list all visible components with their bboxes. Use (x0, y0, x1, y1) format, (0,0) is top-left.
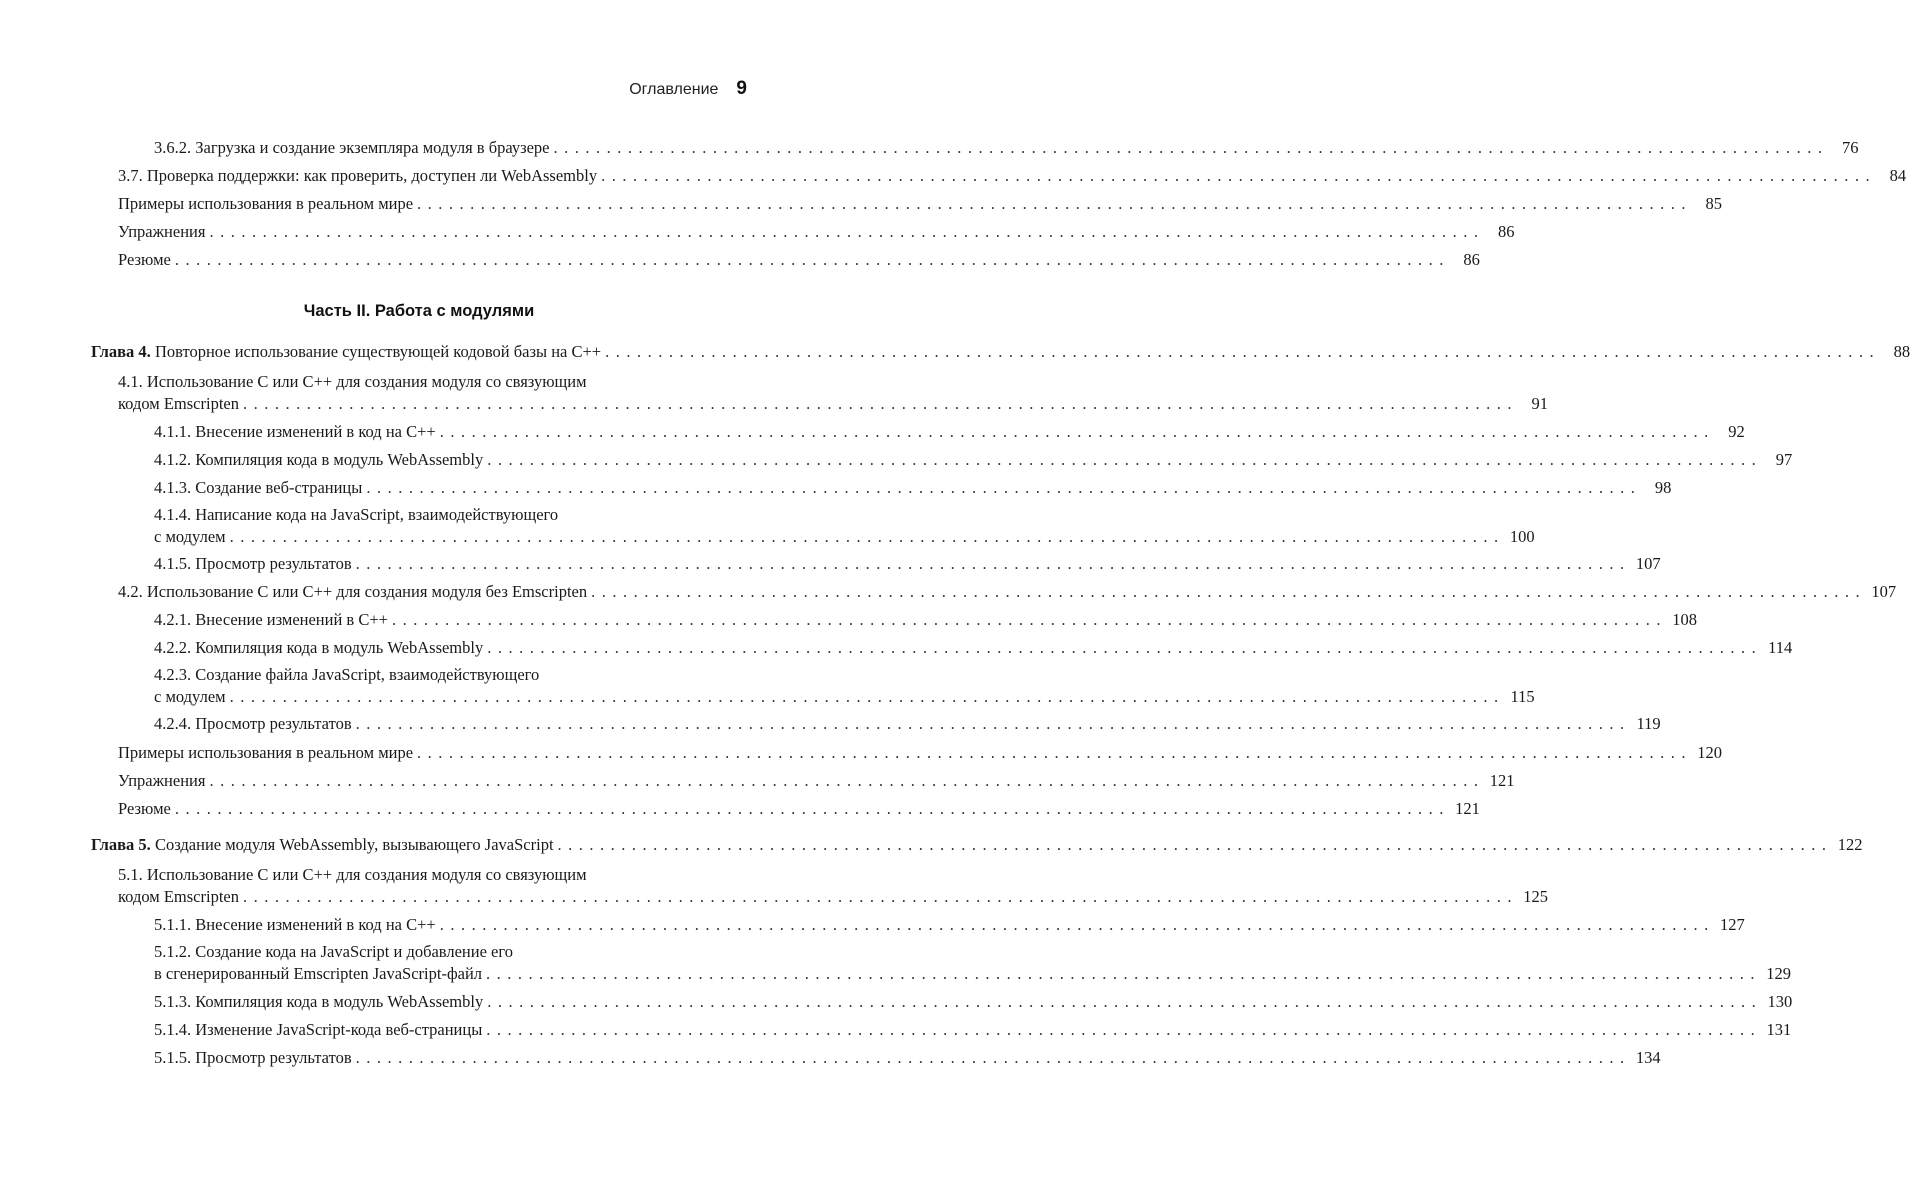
dot-leader: ........................................................................................................................ (439, 915, 1715, 934)
toc-entry: Примеры использования в реальном мире ........................................................................................................................ 85 (118, 194, 1723, 213)
dot-leader: ........................................................................................................................ (209, 222, 1485, 241)
dot-leader: ........................................................................................................................ (209, 771, 1485, 790)
dot-leader: ........................................................................................................................ (439, 422, 1715, 441)
toc-entry: 3.6.2. Загрузка и создание экземпляра модуля в браузере ........................................................................................................................ 76 (154, 138, 1859, 157)
toc-entry: 4.1.5. Просмотр результатов ........................................................................................................................ 107 (154, 554, 1661, 573)
toc-page-number: 121 (1489, 771, 1515, 790)
dot-leader: ........................................................................................................................ (486, 964, 1762, 983)
toc-entry: Упражнения ........................................................................................................................ 86 (118, 222, 1515, 241)
dot-leader: ........................................................................................................................ (417, 743, 1693, 762)
toc-page-number: 85 (1705, 194, 1723, 213)
dot-leader: ........................................................................................................................ (229, 687, 1505, 706)
dot-leader: ........................................................................................................................ (605, 342, 1881, 361)
dot-leader: ........................................................................................................................ (591, 582, 1867, 601)
dot-leader: ........................................................................................................................ (366, 478, 1642, 497)
dot-leader: ........................................................................................................................ (174, 799, 1450, 818)
toc-page-number: 84 (1889, 166, 1907, 185)
dot-leader: ........................................................................................................................ (355, 714, 1631, 733)
dot-leader: ........................................................................................................................ (601, 166, 1877, 185)
dot-leader: ........................................................................................................................ (243, 394, 1518, 413)
toc-entry: 3.7. Проверка поддержки: как проверить, доступен ли WebAssembly ........................................................................................................................ 84 (118, 166, 1907, 185)
dot-leader: ........................................................................................................................ (174, 250, 1450, 269)
toc-page-number: 108 (1672, 610, 1697, 629)
dot-leader: ........................................................................................................................ (553, 138, 1829, 157)
dot-leader: ........................................................................................................................ (487, 992, 1763, 1011)
toc-entry: 5.1.3. Компиляция кода в модуль WebAssembly ........................................................................................................................ 130 (154, 992, 1793, 1011)
toc-entry: 4.2.1. Внесение изменений в C++ ........................................................................................................................ 108 (154, 610, 1697, 629)
toc-page-number: 98 (1654, 478, 1672, 497)
toc-page-number: 115 (1510, 687, 1535, 706)
dot-leader: ........................................................................................................................ (355, 554, 1631, 573)
toc-entry-first-line: 4.1.4. Написание кода на JavaScript, взаимодействующего (154, 505, 559, 524)
toc-page-number: 121 (1455, 799, 1480, 818)
dot-leader: ........................................................................................................................ (355, 1048, 1631, 1067)
toc-page-number: 114 (1768, 638, 1793, 657)
toc-entry: Упражнения ........................................................................................................................ 121 (118, 771, 1515, 790)
toc-entry-first-line: 5.1. Использование C или C++ для создания модуля со связующим (118, 865, 587, 884)
page-number: 9 (736, 78, 747, 99)
toc-entry: 4.1.2. Компиляция кода в модуль WebAssembly ........................................................................................................................ 97 (154, 450, 1793, 469)
toc-entry-first-line: 5.1.2. Создание кода на JavaScript и добавление его (154, 942, 513, 961)
toc-chapter-entry: Глава 4. Повторное использование существующей кодовой базы на C++ ........................................................................................................................ 88 (91, 342, 1910, 361)
toc-page-number: 88 (1893, 342, 1910, 361)
toc-page-number: 120 (1697, 743, 1723, 762)
toc-entry: Примеры использования в реальном мире ........................................................................................................................ 120 (118, 743, 1723, 762)
toc-entry: 4.1.1. Внесение изменений в код на C++ ........................................................................................................................ 92 (154, 422, 1745, 441)
toc-page-number: 107 (1635, 554, 1661, 573)
toc-entry: кодом Emscripten ........................................................................................................................ 125 (118, 887, 1548, 906)
toc-page-number: 125 (1523, 887, 1548, 906)
toc-entry: в сгенерированный Emscripten JavaScript-файл ........................................................................................................................ 129 (154, 964, 1792, 983)
toc-entry: 4.2.2. Компиляция кода в модуль WebAssembly ........................................................................................................................ 114 (154, 638, 1793, 657)
toc-page-number: 91 (1531, 394, 1548, 413)
toc-entry: кодом Emscripten ........................................................................................................................ 91 (118, 394, 1548, 413)
running-head (629, 78, 747, 100)
toc-page-number: 86 (1497, 222, 1515, 241)
toc-chapter-entry: Глава 5. Создание модуля WebAssembly, вызывающего JavaScript ........................................................................................................................ 122 (91, 835, 1863, 854)
dot-leader: ........................................................................................................................ (243, 887, 1518, 906)
toc-entry: 4.2. Использование C или C++ для создания модуля без Emscripten ........................................................................................................................ 107 (118, 582, 1897, 601)
toc-page-number: 76 (1842, 138, 1859, 157)
chapter-label: Глава 4. (91, 342, 151, 361)
toc-page-number: 119 (1636, 714, 1661, 733)
toc-entry: 5.1.5. Просмотр результатов ........................................................................................................................ 134 (154, 1048, 1661, 1067)
toc-entry: 4.1.3. Создание веб-страницы ........................................................................................................................ 98 (154, 478, 1672, 497)
toc-entry: Резюме ........................................................................................................................ 86 (118, 250, 1480, 269)
toc-entry: 5.1.1. Внесение изменений в код на C++ ........................................................................................................................ 127 (154, 915, 1745, 934)
toc-page-number: 122 (1837, 835, 1863, 854)
running-head-title: Оглавление (629, 81, 719, 98)
toc-entry: 5.1.4. Изменение JavaScript-кода веб-страницы ........................................................................................................................ 131 (154, 1020, 1792, 1039)
dot-leader: ........................................................................................................................ (417, 194, 1693, 213)
toc-page-number: 107 (1871, 582, 1897, 601)
toc-page-number: 92 (1728, 422, 1745, 441)
toc-page-number: 97 (1775, 450, 1793, 469)
toc-entry-first-line: 4.1. Использование C или C++ для создания модуля со связующим (118, 372, 587, 391)
dot-leader: ........................................................................................................................ (557, 835, 1833, 854)
toc-page-number: 100 (1509, 527, 1535, 546)
toc-page-number: 134 (1635, 1048, 1661, 1067)
dot-leader: ........................................................................................................................ (487, 450, 1763, 469)
toc-entry-first-line: 4.2.3. Создание файла JavaScript, взаимодействующего (154, 665, 540, 684)
chapter-label: Глава 5. (91, 835, 151, 854)
part-title: Часть II. Работа с модулями (303, 302, 535, 320)
toc-entry: с модулем ........................................................................................................................ 115 (154, 687, 1535, 706)
dot-leader: ........................................................................................................................ (487, 638, 1763, 657)
toc-page-number: 129 (1766, 964, 1792, 983)
toc-entry: Резюме ........................................................................................................................ 121 (118, 799, 1480, 818)
toc-page-number: 130 (1767, 992, 1793, 1011)
toc-page-number: 127 (1719, 915, 1745, 934)
dot-leader: ........................................................................................................................ (229, 527, 1505, 546)
toc-entry: с модулем ........................................................................................................................ 100 (154, 527, 1535, 546)
dot-leader: ........................................................................................................................ (391, 610, 1667, 629)
toc-entry: 4.2.4. Просмотр результатов ........................................................................................................................ 119 (154, 714, 1661, 733)
toc-page-number: 131 (1766, 1020, 1792, 1039)
dot-leader: ........................................................................................................................ (486, 1020, 1762, 1039)
toc-page-number: 86 (1463, 250, 1480, 269)
